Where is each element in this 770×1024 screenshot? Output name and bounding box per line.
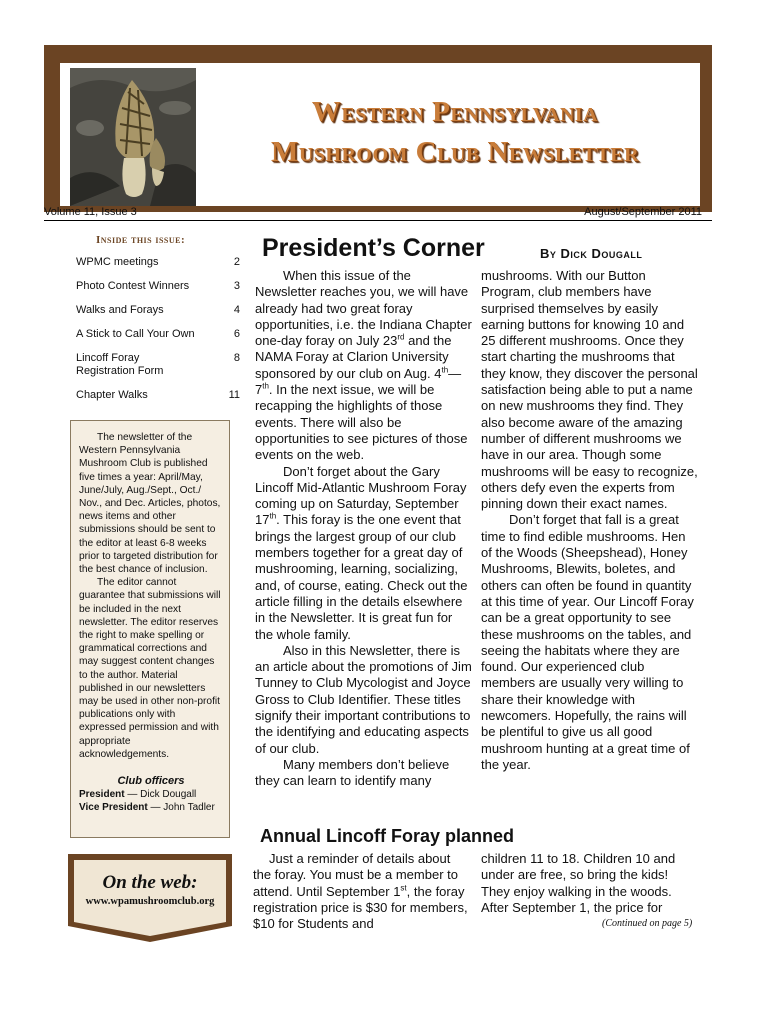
article-byline: By Dick Dougall — [540, 246, 643, 261]
sidebar — [66, 224, 240, 413]
toc-title: Walks and Forays — [76, 304, 164, 316]
foray-column-2 — [481, 851, 699, 916]
presidents-corner-column-1 — [255, 268, 473, 790]
info-paragraph: The newsletter of the Western Pennsylvania Mushroom Club is published five times a year: April/May, June/July, Aug./Sept., Oct./ Nov., and Dec. Articles, photos, news items and other submissions should be sent to the editor at least 6-8 weeks prior to targeted distribution for the best chance of inclusion. — [79, 432, 221, 576]
inside-this-issue-heading: Inside this issue: — [96, 234, 186, 246]
officer-name: — Dick Dougall — [124, 789, 197, 801]
continued-note[interactable]: (Continued on page 5) — [602, 918, 693, 929]
table-of-contents — [66, 256, 240, 402]
presidents-corner-heading: President’s Corner — [262, 234, 485, 262]
toc-page: 2 — [233, 256, 240, 268]
toc-title: WPMC meetings — [76, 256, 159, 268]
toc-page: 11 — [228, 389, 240, 401]
toc-item[interactable] — [76, 304, 240, 317]
issue-date: August/September 2011 — [584, 206, 702, 218]
article-paragraph: mushrooms. With our Button Program, club members have surprised themselves by easily earning buttons for knowing 10 and 25 different mushrooms. Once they start charting the mushrooms that they know, they discover the personal satisfaction being able to put a name on new mushrooms they find. They also become aware of the amazing number of different mushrooms we have in our area. Though some mushrooms will be easy to recognize, others defy even the experts from pinning down their exact names. — [481, 268, 698, 512]
foray-column-1 — [253, 851, 469, 932]
website-link[interactable]: www.wpamushroomclub.org — [85, 896, 215, 907]
toc-page: 6 — [233, 328, 240, 340]
newsletter-info-box — [70, 420, 230, 838]
info-paragraph: The editor cannot guarantee that submissions will be included in the next newsletter. The editor reserves the right to make spelling or grammatical corrections and may suggest content changes to the author. Material published in our newsletters may be used in other non-profit publications only with expressed permission and with appropriate acknowledgements. — [79, 577, 221, 760]
toc-page: 8 — [233, 352, 240, 364]
title-line-1: Western Pennsylvania — [311, 96, 599, 128]
officer-title: Vice President — [79, 802, 148, 814]
toc-item[interactable] — [76, 256, 240, 269]
masthead-divider — [44, 220, 712, 221]
toc-page: 3 — [233, 280, 240, 292]
article-paragraph: children 11 to 18. Children 10 and under are free, so bring the kids! They enjoy walking in the woods. After September 1, the price for — [481, 851, 676, 915]
article-paragraph: Just a reminder of details about the foray. You must be a member to attend. Until September 1st, the foray registration price is $30 for members, $10 for Students and — [253, 851, 468, 932]
morel-mushroom-photo — [70, 68, 196, 206]
toc-title: Photo Contest Winners — [76, 280, 190, 292]
toc-title: Chapter Walks — [76, 389, 148, 401]
toc-item[interactable] — [76, 389, 240, 402]
on-the-web-badge — [66, 852, 234, 944]
officer-president — [79, 788, 223, 801]
article-paragraph: Also in this Newsletter, there is an article about the promotions of Jim Tunney to Club Mycologist and Joyce Gross to Club Identifier. These titles signify their important contributions to the identifying and educating aspects of our club. — [255, 642, 472, 756]
toc-item[interactable] — [76, 280, 240, 293]
article-paragraph: Don’t forget about the Gary Lincoff Mid-Atlantic Mushroom Foray coming up on Saturday, September 17th. This foray is the one event that brings the largest group of our club members together for a great day of mushrooming, learning, socializing, and, of course, eating. Check out the article filling in the details elsewhere in the Newsletter. It is great fun for the whole family. — [255, 463, 468, 642]
article-paragraph: When this issue of the Newsletter reaches you, we will have already had two great foray opportunities, i.e. the Indiana Chapter one-day foray on July 23rd and the NAMA Foray at Clarion University sponsored by our club on Aug. 4th—7th. In the next issue, we will be recapping the highlights of those events. There will also be opportunities to see pictures of those events on the web. — [255, 268, 472, 463]
newsletter-title — [205, 92, 705, 172]
toc-item[interactable] — [76, 328, 240, 341]
club-officers-heading: Club officers — [117, 775, 185, 788]
on-the-web-heading: On the web: — [102, 872, 198, 893]
lincoff-foray-heading: Annual Lincoff Foray planned — [260, 826, 515, 846]
article-paragraph: Don’t forget that fall is a great time to find edible mushrooms. Hen of the Woods (Sheepshead), Honey Mushrooms, Blewits, boletes, and others can often be found in quantity at this time of year. Our Lincoff Foray can be a great opportunity to see these mushrooms on the tables, and seeing the habitats where they are found. Our experienced club members are usually very willing to share their knowledge with newcomers. Hopefully, the rains will be plentiful to give us all good mushroom hunting at a great time of the year. — [481, 512, 694, 772]
officer-title: President — [79, 789, 125, 801]
toc-item[interactable] — [76, 352, 240, 378]
officer-vice-president — [79, 801, 223, 814]
article-paragraph: Many members don’t believe they can learn to identify many — [255, 756, 450, 789]
volume-issue: Volume 11, Issue 3 — [44, 206, 137, 218]
toc-title: Lincoff Foray Registration Form — [76, 352, 164, 377]
title-line-2: Mushroom Club Newsletter — [270, 136, 640, 168]
officer-name: — John Tadler — [147, 802, 215, 814]
toc-page: 4 — [233, 304, 240, 316]
presidents-corner-column-2 — [481, 268, 699, 773]
toc-title: A Stick to Call Your Own — [76, 328, 195, 340]
